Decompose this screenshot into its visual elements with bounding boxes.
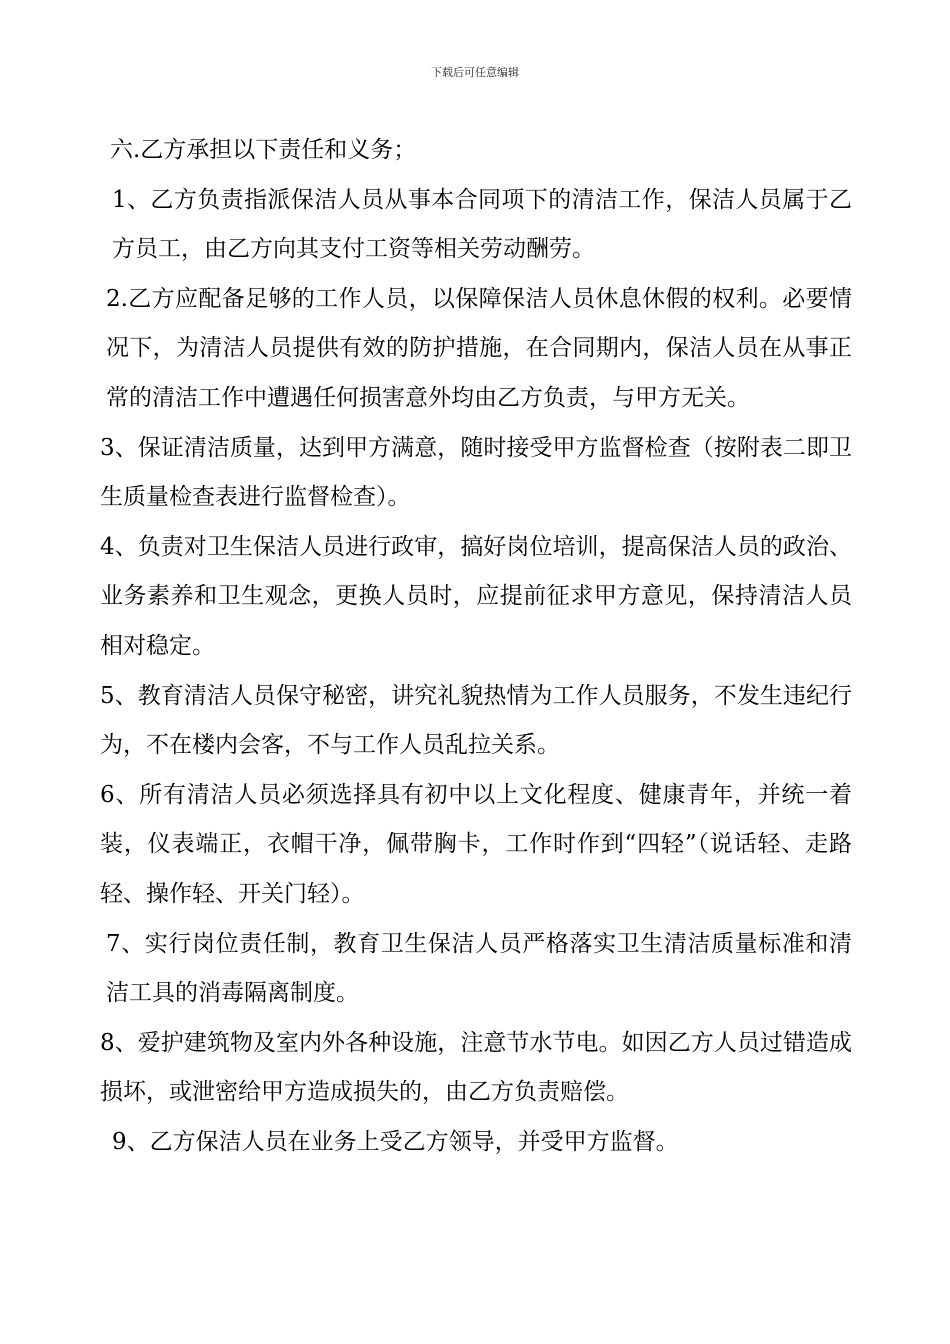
paragraph-4: 4、负责对卫生保洁人员进行政审，搞好岗位培训，提高保洁人员的政治、业务素养和卫生观念，更换人员时，应提前征求甲方意见，保持清洁人员相对稳定。 [100, 533, 852, 659]
paragraph-6: 6、所有清洁人员必须选择具有初中以上文化程度、健康青年，并统一着装，仪表端正，衣帽干净，佩带胸卡，工作时作到“四轻”（说话轻、走路轻、操作轻、开关门轻）。 [100, 781, 852, 907]
document-body [100, 126, 852, 1167]
paragraph-8: 8、爱护建筑物及室内外各种设施，注意节水节电。如因乙方人员过错造成损坏，或泄密给甲方造成损失的，由乙方负责赔偿。 [100, 1029, 852, 1106]
paragraph-5: 5、教育清洁人员保守秘密，讲究礼貌热情为工作人员服务，不发生违纪行为，不在楼内会客，不与工作人员乱拉关系。 [100, 682, 852, 759]
section-heading: 六.乙方承担以下责任和义务； [110, 137, 417, 163]
paragraph-3: 3、保证清洁质量，达到甲方满意，随时接受甲方监督检查（按附表二即卫生质量检查表进行监督检查）。 [100, 434, 852, 511]
page-header: 下载后可任意编辑 [431, 66, 519, 79]
paragraph-2: 2.乙方应配备足够的工作人员，以保障保洁人员休息休假的权利。必要情况下，为清洁人员提供有效的防护措施，在合同期内，保洁人员在从事正常的清洁工作中遭遇任何损害意外均由乙方负责，与甲方无关。 [106, 285, 852, 411]
paragraph-9: 9、乙方保洁人员在业务上受乙方领导，并受甲方监督。 [112, 1128, 679, 1155]
paragraph-1: 1、乙方负责指派保洁人员从事本合同项下的清洁工作，保洁人员属于乙方员工，由乙方向其支付工资等相关劳动酬劳。 [112, 186, 852, 263]
paragraph-7: 7、实行岗位责任制，教育卫生保洁人员严格落实卫生清洁质量标准和清洁工具的消毒隔离制度。 [106, 930, 852, 1007]
